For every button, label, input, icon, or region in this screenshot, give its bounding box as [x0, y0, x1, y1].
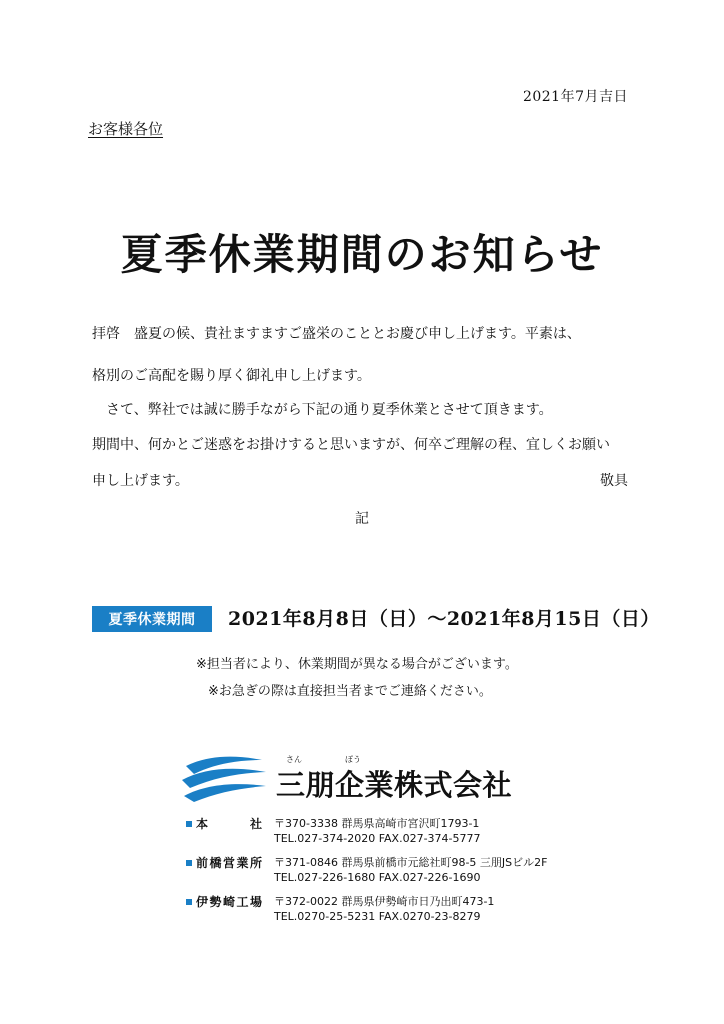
- note-2: ※お急ぎの際は直接担当者までご連絡ください。: [208, 684, 492, 699]
- bullet-square-icon: [186, 899, 192, 905]
- issue-date: 2021年7月吉日: [522, 89, 628, 105]
- recipient: お客様各位: [88, 120, 164, 138]
- logo-ruby-1: さん: [286, 755, 302, 764]
- office-address: 〒370-3338 群馬県高崎市宮沢町1793-1: [274, 817, 480, 830]
- office-name: 前橋営業所: [196, 856, 262, 870]
- logo-ruby-2: ぽう: [345, 755, 361, 764]
- office-address: 〒372-0022 群馬県伊勢崎市日乃出町473-1: [274, 895, 495, 908]
- body-line-3: さて、弊社では誠に勝手ながら下記の通り夏季休業とさせて頂きます。: [92, 402, 553, 418]
- company-logo-icon: [180, 754, 268, 804]
- office-address: 〒371-0846 群馬県前橋市元総社町98-5 三朋JSビル2F: [274, 856, 548, 869]
- office-tel: TEL.027-226-1680 FAX.027-226-1690: [274, 871, 481, 884]
- office-tel: TEL.027-374-2020 FAX.027-374-5777: [274, 832, 481, 845]
- closing-word: 敬具: [600, 473, 628, 489]
- office-tel: TEL.0270-25-5231 FAX.0270-23-8279: [274, 910, 481, 923]
- bullet-square-icon: [186, 821, 192, 827]
- company-name: 三朋企業株式会社: [276, 768, 513, 802]
- note-1: ※担当者により、休業期間が異なる場合がございます。: [196, 657, 518, 672]
- period-badge: 夏季休業期間: [92, 606, 212, 632]
- office-name: 本 社: [196, 817, 262, 831]
- ki-heading: 記: [355, 511, 369, 527]
- bullet-square-icon: [186, 860, 192, 866]
- body-line-1: 拝啓 盛夏の候、貴社ますますご盛栄のこととお慶び申し上げます。平素は、: [92, 326, 581, 342]
- office-name: 伊勢崎工場: [196, 895, 262, 909]
- body-line-5: 申し上げます。: [92, 473, 189, 489]
- body-line-2: 格別のご高配を賜り厚く御礼申し上げます。: [92, 368, 371, 384]
- period-dates: 2021年8月8日（日）〜2021年8月15日（日）: [228, 608, 660, 630]
- page-title: 夏季休業期間のお知らせ: [120, 230, 604, 279]
- body-line-4: 期間中、何かとご迷惑をお掛けすると思いますが、何卒ご理解の程、宜しくお願い: [92, 437, 610, 453]
